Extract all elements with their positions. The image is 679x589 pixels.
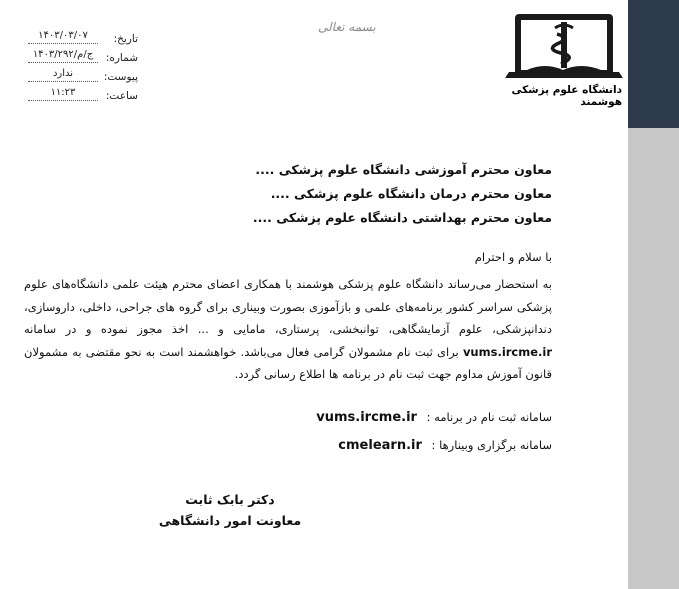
time-value: ۱۱:۲۳: [28, 87, 98, 101]
side-strip-gray: [628, 128, 679, 589]
body-line-5: قانون آموزش مداوم جهت ثبت نام در برنامه ها اطلاع رسانی گردد.: [234, 367, 552, 381]
body-line-2: پزشکی سراسر کشور برنامه‌های علمی و بازآموزی بصورت وبینار‌ی برای گروه های جراحی، داخلی، داروسازی،: [24, 299, 552, 314]
addressees: [132, 162, 552, 234]
side-strip: [628, 0, 679, 589]
body-line-4: [24, 341, 552, 364]
body-url[interactable]: vums.ircme.ir: [462, 344, 553, 359]
university-name: دانشگاه علوم پزشکی هوشمند: [511, 84, 622, 108]
registration-label: سامانه ثبت نام در برنامه :: [426, 410, 552, 424]
date-label: تاریخ:: [113, 33, 138, 45]
signatory-name: دکتر بابک ثابت: [185, 492, 275, 507]
registration-url[interactable]: vums.ircme.ir: [316, 410, 417, 425]
number-value: ۱۴۰۳/۲۹۲/ج/م: [28, 49, 98, 63]
webinar-line: [338, 438, 552, 453]
body-line-1: به استحضار می‌رساند دانشگاه علوم پزشکی هوشمند با همکاری اعضای محترم هیئت علمی دانشگاه‌های علوم: [24, 277, 552, 291]
signatory-title: معاونت امور دانشگاهی: [158, 513, 302, 528]
body-line-4-text: برای ثبت نام مشمولان گرامی فعال می‌باشد. خواهشمند است به نحو مقتضی به مشمولان: [24, 344, 459, 359]
addressee-treatment: معاون محترم درمان دانشگاه علوم پزشکی ....: [270, 186, 552, 201]
registration-line: [316, 410, 552, 425]
time-label: ساعت:: [105, 90, 138, 102]
letter-meta: [28, 30, 138, 109]
basmala: بسمه تعالی: [318, 20, 376, 34]
webinar-label: سامانه برگزاری وبینارها :: [431, 438, 552, 452]
addressee-health: معاون محترم بهداشتی دانشگاه علوم پزشکی ....: [252, 210, 552, 225]
webinar-url[interactable]: cmelearn.ir: [338, 438, 422, 453]
side-strip-dark: [628, 0, 679, 128]
number-label: شماره:: [105, 52, 138, 64]
signature-block: [150, 492, 310, 528]
attachment-label: پیوست:: [103, 71, 138, 83]
date-value: ۱۴۰۳/۰۳/۰۷: [28, 30, 98, 44]
attachment-value: ندارد: [28, 68, 98, 82]
meta-time-row: [28, 87, 138, 109]
addressee-education: معاون محترم آموزشی دانشگاه علوم پزشکی ....: [255, 162, 552, 177]
body-line-3: دندانپزشکی، علوم آزمایشگاهی، توانبخشی، پرستاری، مامایی و ... اخذ مجوز نموده و در سامانه: [24, 322, 552, 336]
greeting: با سلام و احترام: [474, 250, 552, 264]
letter-body: [24, 273, 552, 386]
